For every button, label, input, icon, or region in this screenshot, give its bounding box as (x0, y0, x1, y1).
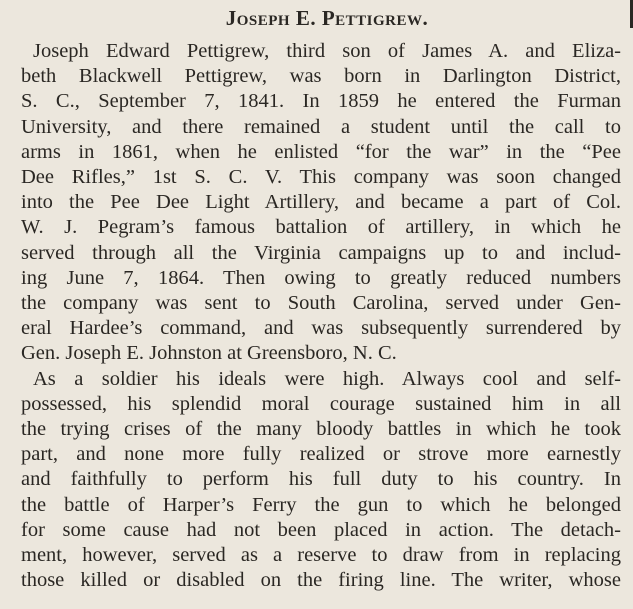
text-line: As a soldier his ideals were high. Always cool and self- (33, 367, 621, 390)
text-line: for some cause had not been placed in action. The detach- (21, 518, 621, 541)
text-line: beth Blackwell Pettigrew, was born in Darlington District, (21, 65, 621, 88)
text-line: University, and there remained a student until the call to (21, 115, 621, 138)
text-line: ing June 7, 1864. Then owing to greatly reduced numbers (21, 266, 621, 289)
text-line: those killed or disabled on the firing line. The writer, whose (21, 569, 621, 592)
text-line: and faithfully to perform his full duty to his country. In (21, 468, 621, 491)
text-line: the trying crises of the many bloody battles in which he took (21, 418, 621, 441)
text-line: Gen. Joseph E. Johnston at Greensboro, N. C. (21, 342, 397, 365)
text-line: arms in 1861, when he enlisted “for the war” in the “Pee (21, 140, 621, 163)
text-line: the company was sent to South Carolina, served under Gen- (21, 292, 621, 315)
text-line: W. J. Pegram’s famous battalion of artillery, in which he (21, 216, 621, 239)
text-line: Dee Rifles,” 1st S. C. V. This company was soon changed (21, 166, 621, 189)
text-line: ment, however, served as a reserve to draw from in replacing (21, 544, 621, 567)
text-line: the battle of Harper’s Ferry the gun to which he belonged (21, 493, 621, 516)
paragraph-2 (21, 367, 621, 594)
paragraph-1 (21, 39, 621, 367)
text-line: S. C., September 7, 1841. In 1859 he entered the Furman (21, 90, 621, 113)
text-line: part, and none more fully realized or strove more earnestly (21, 443, 621, 466)
text-line: served through all the Virginia campaigns up to and includ- (21, 241, 621, 264)
text-line: possessed, his splendid moral courage sustained him in all (21, 392, 621, 415)
text-line: into the Pee Dee Light Artillery, and became a part of Col. (21, 191, 621, 214)
text-line: eral Hardee’s command, and was subsequently surrendered by (21, 317, 621, 340)
page-title: Joseph E. Pettigrew. (225, 6, 429, 30)
text-line: Joseph Edward Pettigrew, third son of James A. and Eliza- (33, 40, 621, 62)
